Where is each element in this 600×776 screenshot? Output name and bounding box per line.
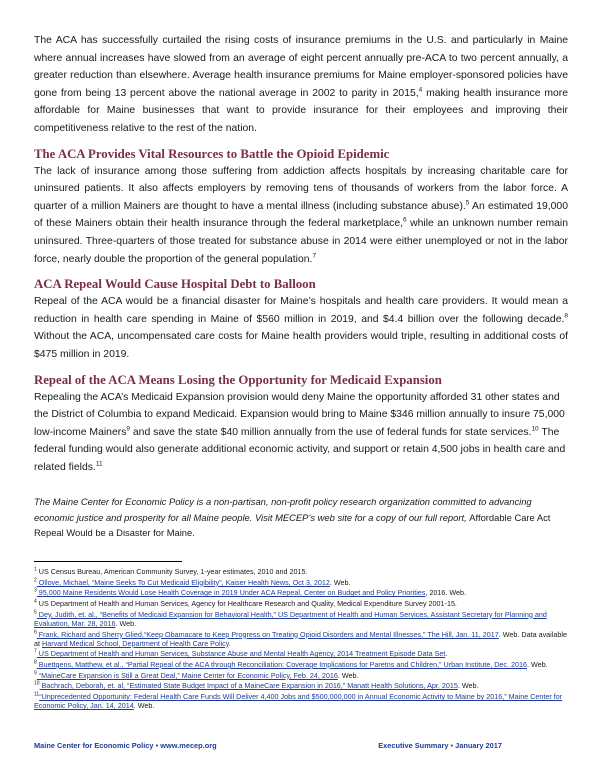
- footnote: [34, 599, 568, 608]
- footnote-number: 3: [34, 587, 37, 594]
- footnote-text: . Web.: [457, 681, 479, 691]
- footnote: [34, 578, 568, 587]
- footer-doc-title: Executive Summary: [378, 741, 449, 750]
- footnote: [34, 671, 568, 680]
- footnote-ref[interactable]: 4: [418, 86, 423, 94]
- footnote-link[interactable]: Frank, Richard and Sherry Glied,“Keep Obamacare to Keep Progress on Treating Opioid Disorders and Mental Illnesses,” The Hill, Jan. 11, 2017: [36, 629, 499, 639]
- footnote-link[interactable]: 95,000 Maine Residents Would Lose Health Coverage in 2019 Under ACA Repeal, Center on Budget and Policy Priorities: [36, 588, 426, 598]
- footnote-number: 9: [34, 670, 37, 677]
- footnote-link[interactable]: Ollove, Michael, “Maine Seeks To Cut Medicaid Eligibility”, Kaiser Health News, Oct 3, 2012: [36, 577, 330, 587]
- footnote-number: 8: [34, 659, 37, 666]
- footnote-text: .: [445, 649, 448, 659]
- footnote: [34, 567, 568, 576]
- footnote: [34, 630, 568, 648]
- opioid-text-a: The lack of insurance among those suffering from addiction affects hospitals by increasing charitable care for uninsured patients. It also affects employers by removing tens of thousands of workers from the labor force. A quarter of a million Mainers are thought to have a mental illness (including substance abuse).: [34, 165, 568, 212]
- footer-separator: •: [155, 741, 159, 750]
- footer-right: [378, 741, 502, 750]
- footnote: [34, 681, 568, 690]
- footer-date: January 2017: [455, 741, 502, 750]
- footnote: [34, 610, 568, 628]
- footnote-number: 6: [34, 629, 37, 636]
- footnote-ref[interactable]: 6: [402, 216, 407, 224]
- mecep-blurb: [34, 494, 568, 541]
- footer-left: [34, 741, 217, 750]
- intro-paragraph: [34, 32, 568, 138]
- footnote-ref[interactable]: 5: [465, 199, 470, 207]
- footnote-link[interactable]: “MaineCare Expansion is Still a Great Deal,” Maine Center for Economic Policy, Feb. 24, 2016: [36, 670, 338, 680]
- footnote-text: . Web.: [133, 701, 155, 711]
- footer-separator: •: [450, 741, 454, 750]
- section-heading-opioid: The ACA Provides Vital Resources to Battle the Opioid Epidemic: [34, 146, 390, 161]
- hospital-debt-paragraph: [34, 293, 568, 363]
- report-title: Affordable Care Act Repeal Would be a Disaster for Maine.: [34, 511, 551, 539]
- footnote: [34, 588, 568, 597]
- footnote-ref[interactable]: 11: [95, 460, 103, 468]
- footnote-link[interactable]: Dey, Judith, et. al., “Benefits of Medicaid Expansion for Behavioral Health,” US Department of Health and Human Services, Assistant Secretary for Planning and Evaluation, Mar. 28, 2016: [34, 609, 547, 628]
- footnote-text: . Web.: [115, 618, 137, 628]
- footnote-ref[interactable]: 8: [564, 312, 568, 320]
- footnote-link[interactable]: Bachrach, Deborah, et. al, “Estimated State Budget Impact of a MaineCare Expansion in 2016,” Manatt Health Solutions, Apr. 2015: [39, 681, 458, 691]
- footnote-link[interactable]: Buettgens, Matthew, et al., “Partial Repeal of the ACA through Reconciliation: Coverage Implications for Paretns and Children,” Urban Institute, Dec. 2016: [36, 659, 527, 669]
- footnote-ref[interactable]: 10: [531, 425, 539, 433]
- medicaid-text-a: Repealing the ACA’s Medicaid Expansion provision would deny Maine the opportunity afforded 31 other states and the District of Columbia to expand Medicaid. Expansion would bring to Maine $346 million annually to insure 75,000 low-income Mainers: [34, 391, 565, 438]
- footnote-text: US Department of Health and Human Services, Agency for Healthcare Research and Quality, Medical Expenditure Survey 2001-15.: [36, 599, 457, 609]
- footnote-number: 1: [34, 566, 37, 573]
- footnote-number: 10: [34, 680, 40, 687]
- footnote-number: 11: [34, 691, 40, 698]
- footnote-link[interactable]: US Department of Health and Human Services, Substance Abuse and Mental Health Agency, 2014 Treatment Episode Data Set: [36, 649, 446, 659]
- footnote-text: . Web.: [337, 670, 359, 680]
- footnote: [34, 692, 568, 710]
- footnote-ref[interactable]: 9: [126, 425, 131, 433]
- medicaid-text-b: and save the state $40 million annually from the use of federal funds for state services.: [130, 426, 532, 438]
- intro-text: The ACA has successfully curtailed the rising costs of insurance premiums in the U.S. and particularly in Maine where annual increases have slowed from an average of eight percent annually pre-ACA to two percent annually, a greater reduction than elsewhere. Average health insurance premiums for Maine employer-sponsored policies have gone from being 13 percent above the national average in 2002 to parity in 2015,: [34, 35, 568, 99]
- footnote-number: 2: [34, 577, 37, 584]
- footnote-text: . Web.: [527, 659, 548, 669]
- footnote-text: . Web.: [329, 577, 351, 587]
- medicaid-paragraph: [34, 389, 568, 477]
- medicaid-text-c: The federal funding would also generate additional economic activity, and support or retain 4,500 jobs in health care and related fields.: [34, 426, 566, 473]
- section-heading-hospital-debt: ACA Repeal Would Cause Hospital Debt to Balloon: [34, 277, 316, 292]
- footnote: [34, 660, 568, 669]
- footnote-text: . Web. Data available at: [34, 629, 567, 648]
- footnote-divider: [34, 561, 182, 562]
- footer-website-link[interactable]: www.mecep.org: [160, 741, 217, 750]
- hospital-text-b: Without the ACA, uncompensated care costs for Maine health providers would triple, resulting in additional costs of $475 million in 2019.: [34, 331, 568, 360]
- opioid-text-b: An estimated 19,000 of these Mainers obtain their health insurance through the federal marketplace,: [34, 200, 568, 230]
- footnote-link[interactable]: Harvard Medical School, Department of Health Care Policy: [42, 638, 229, 648]
- footnote-text: .: [228, 638, 231, 648]
- footnote-number: 5: [34, 609, 37, 616]
- document-page: [34, 32, 568, 712]
- opioid-text-c: while an unknown number remain uninsured. Three-quarters of those treated for substance abuse in 2014 were either unemployed or not in the labor force, nearly double the proportion of the general population.: [34, 218, 568, 265]
- footnote-number: 7: [34, 648, 37, 655]
- footnote-text: , 2016. Web.: [425, 588, 467, 598]
- section-heading-medicaid: Repeal of the ACA Means Losing the Opportunity for Medicaid Expansion: [34, 372, 442, 387]
- opioid-paragraph: [34, 163, 568, 269]
- blurb-italic: The Maine Center for Economic Policy is a non-partisan, non-profit policy research organization committed to advancing economic justice and prosperity for all Maine people. Visit MECEP’s web site for a copy of our full report,: [34, 496, 532, 523]
- intro-text-end: making health insurance more affordable for Maine businesses that want to provide insurance for their employees and improving their competitiveness relative to the rest of the nation.: [34, 87, 568, 134]
- hospital-text-a: Repeal of the ACA would be a financial disaster for Maine’s hospitals and health care providers. It would mean a reduction in health care spending in Maine of $560 million in 2019, and $4.4 billion over the following decade.: [34, 296, 568, 325]
- footer-org: Maine Center for Economic Policy: [34, 741, 154, 750]
- footnotes: [34, 567, 568, 710]
- footnote: [34, 649, 568, 658]
- footnote-number: 4: [34, 598, 37, 605]
- footnote-ref[interactable]: 7: [312, 252, 317, 260]
- footnote-link[interactable]: “Unprecedented Opportunity: Federal Health Care Funds Will Deliver 4,400 Jobs and $500,000,000 in Annual Economic Activity to Maine by 2016,” Maine Center for Economic Policy, Jan. 14, 2014: [34, 692, 563, 711]
- footnote-text: US Census Bureau, American Community Survey, 1-year estimates, 2010 and 2015.: [36, 566, 308, 576]
